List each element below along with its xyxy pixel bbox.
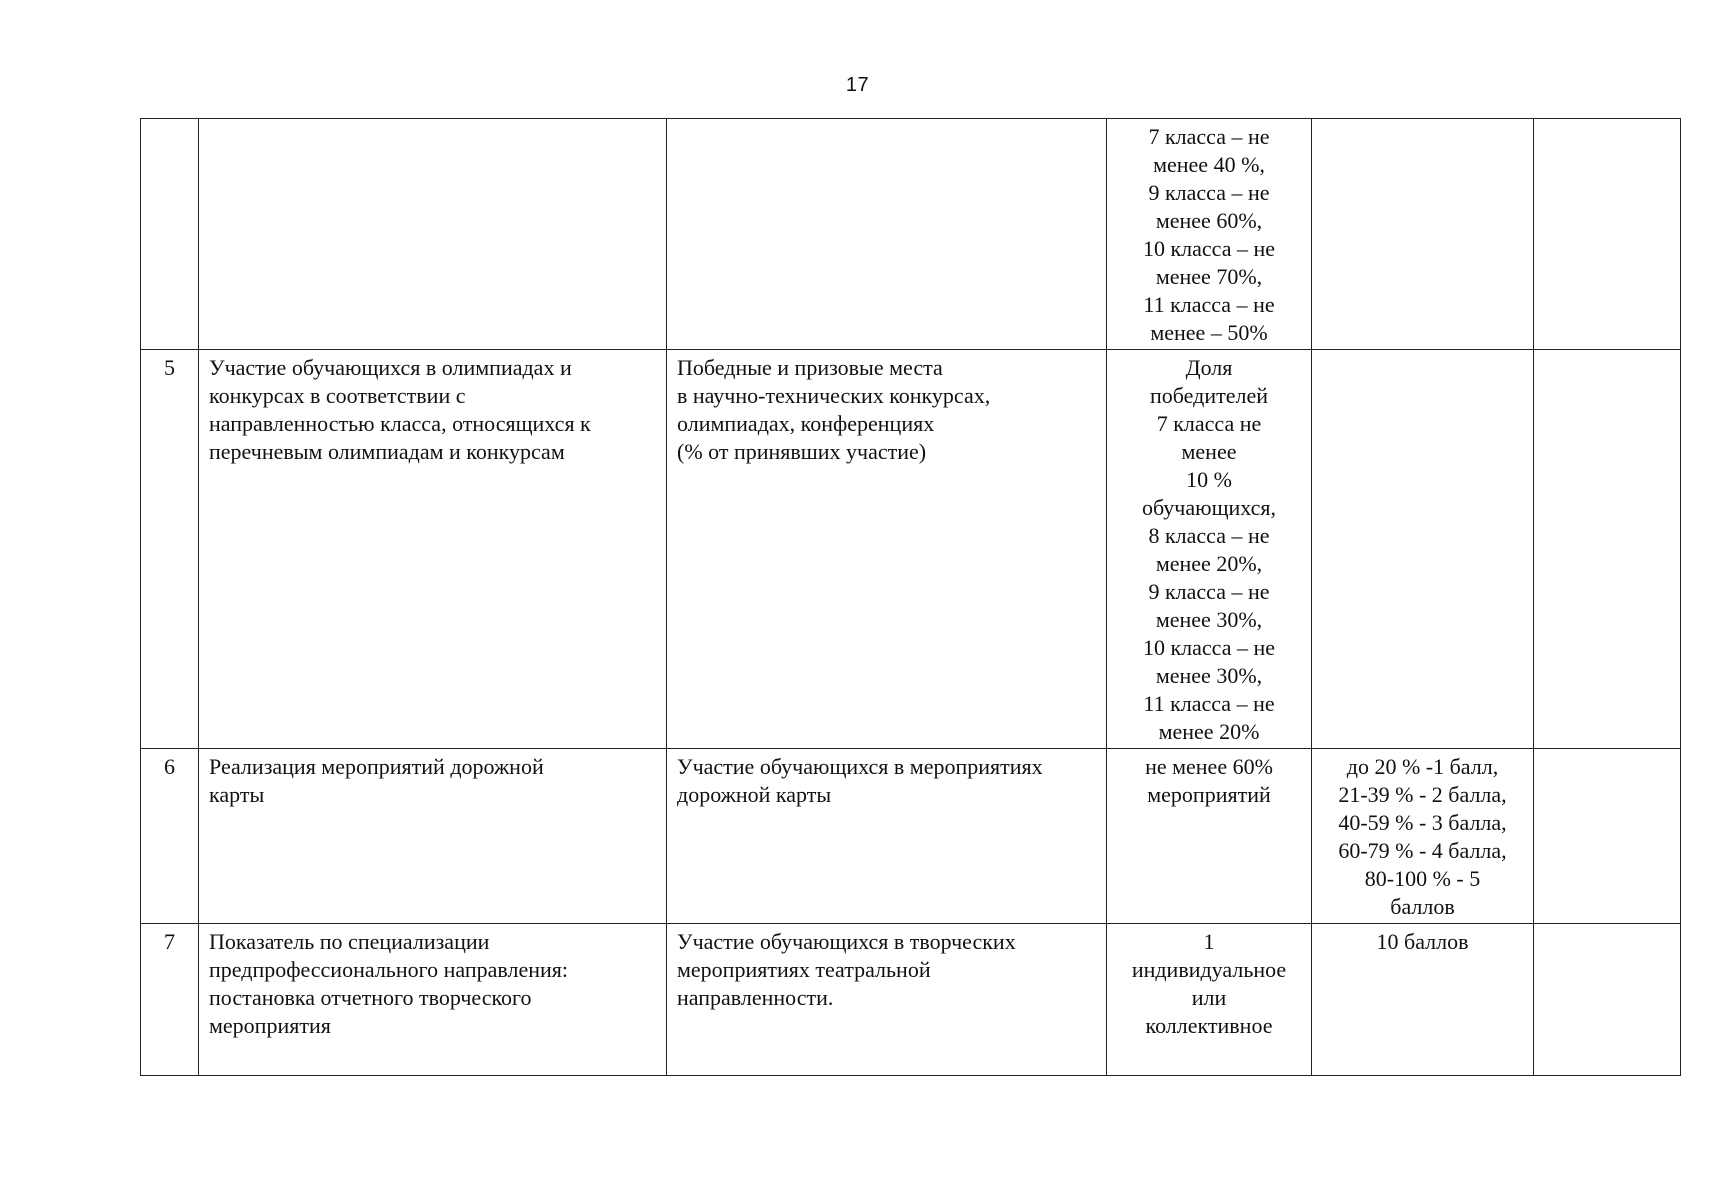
- extra-cell: [1534, 749, 1681, 924]
- target-value-cell: 7 класса – не менее 40 %, 9 класса – не менее 60%, 10 класса – не менее 70%, 11 класса – не менее – 50%: [1107, 119, 1312, 350]
- score-cell: [1312, 350, 1534, 749]
- indicator-cell: Реализация мероприятий дорожной карты: [199, 749, 667, 924]
- indicator-cell: Участие обучающихся в олимпиадах и конкурсах в соответствии с направленностью класса, относящихся к перечневым олимпиадам и конкурсам: [199, 350, 667, 749]
- table-row: [141, 119, 1681, 350]
- score-cell: 10 баллов: [1312, 924, 1534, 1076]
- page-number: 17: [845, 74, 870, 96]
- target-value-cell: Доля победителей 7 класса не менее 10 % обучающихся, 8 класса – не менее 20%, 9 класса – не менее 30%, 10 класса – не менее 30%, 11 класса – не менее 20%: [1107, 350, 1312, 749]
- score-cell: [1312, 119, 1534, 350]
- extra-cell: [1534, 350, 1681, 749]
- criteria-table: [140, 118, 1681, 1076]
- indicator-cell: Показатель по специализации предпрофессионального направления: постановка отчетного творческого мероприятия: [199, 924, 667, 1076]
- table-row: [141, 350, 1681, 749]
- criteria-cell: Участие обучающихся в творческих мероприятиях театральной направленности.: [667, 924, 1107, 1076]
- extra-cell: [1534, 119, 1681, 350]
- table-row: [141, 924, 1681, 1076]
- criteria-cell: [667, 119, 1107, 350]
- score-cell: до 20 % -1 балл, 21-39 % - 2 балла, 40-59 % - 3 балла, 60-79 % - 4 балла, 80-100 % - 5 баллов: [1312, 749, 1534, 924]
- criteria-cell: Победные и призовые места в научно-технических конкурсах, олимпиадах, конференциях (% от принявших участие): [667, 350, 1107, 749]
- target-value-cell: не менее 60% мероприятий: [1107, 749, 1312, 924]
- row-number-cell: 7: [141, 924, 199, 1076]
- table-row: [141, 749, 1681, 924]
- row-number-cell: 5: [141, 350, 199, 749]
- indicator-cell: [199, 119, 667, 350]
- criteria-cell: Участие обучающихся в мероприятиях дорожной карты: [667, 749, 1107, 924]
- row-number-cell: 6: [141, 749, 199, 924]
- row-number-cell: [141, 119, 199, 350]
- target-value-cell: 1 индивидуальное или коллективное: [1107, 924, 1312, 1076]
- extra-cell: [1534, 924, 1681, 1076]
